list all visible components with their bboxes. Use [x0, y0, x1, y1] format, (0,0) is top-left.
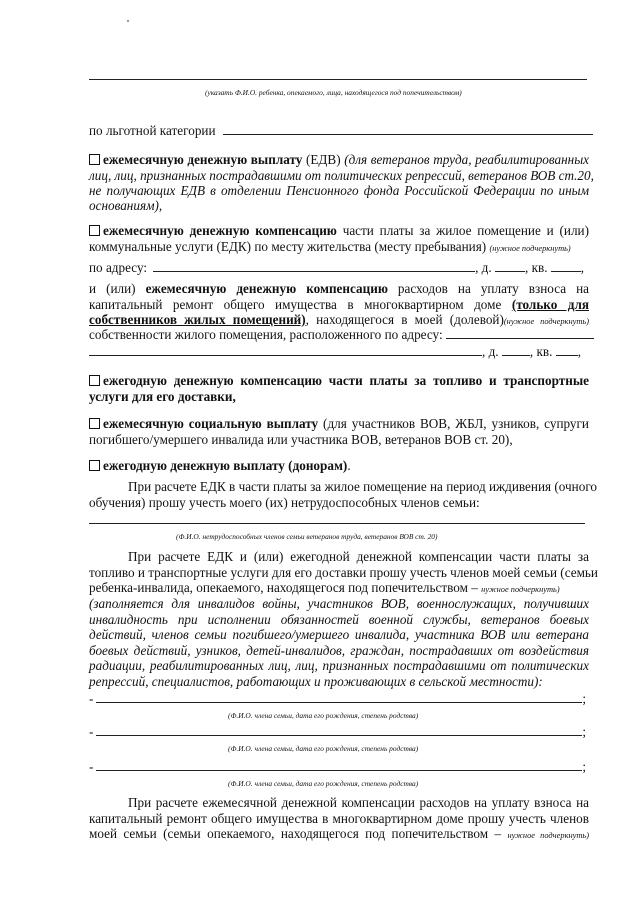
member-row: - ;	[89, 759, 587, 774]
edk-checkbox[interactable]	[89, 225, 100, 236]
member-row: - ;	[89, 724, 587, 739]
edk-line-8: , д. , кв. ,	[89, 344, 589, 360]
p2-line-6: действий, членов семьи погибшего/умершего инвалида, участника ВОВ или ветерана	[89, 627, 589, 642]
social-line-2: погибшего/умершего инвалида или участника ВОВ, ветеранов ВОВ ст. 20),	[89, 432, 513, 447]
p3-line-2: капитальный ремонт общего имущества в многоквартирном доме прошу учесть членов	[89, 811, 589, 826]
fuel-line-2: услуги для его доставки,	[89, 389, 236, 404]
edk-address-row: по адресу: , д. , кв. ,	[89, 260, 585, 275]
donor-line: ежегодную денежную выплату (донорам).	[89, 458, 589, 474]
member-input[interactable]	[96, 770, 582, 771]
edk-property-house-input[interactable]	[502, 355, 530, 356]
edk-property-flat-input[interactable]	[556, 355, 578, 356]
p1-line-2: обучения) прошу учесть моего (их) нетрудоспособных членов семьи:	[89, 495, 480, 510]
p2-line-1: При расчете ЕДК и (или) ежегодной денежной компенсации части платы за	[128, 549, 589, 564]
edv-line-2: лиц, лиц, признанных пострадавшими от политических репрессий, ветеранов ВОВ ст.20,	[89, 168, 594, 183]
p2-line-9: репрессий, специалистов, работающих и проживающих в сельской местности):	[89, 674, 543, 689]
scan-speck	[127, 20, 129, 22]
edv-line-4: основаниям),	[89, 198, 163, 213]
edk-line-5: капитальный ремонт общего имущества в многоквартирном доме (только для	[89, 297, 589, 312]
edk-line-6: собственников жилых помещений), находящегося в моей (долевой)(нужное подчеркнуть)	[89, 312, 589, 327]
edv-checkbox[interactable]	[89, 154, 100, 165]
edk-line-2: коммунальные услуги (ЕДК) по месту жительства (месту пребывания) (нужное подчеркнуть)	[89, 239, 571, 254]
member-caption: (Ф.И.О. члена семьи, дата его рождения, степень родства)	[228, 779, 419, 788]
name-caption: (указать Ф.И.О. ребенка, опекаемого, лица, находящегося под попечительством)	[205, 88, 462, 97]
edv-line-1: ежемесячную денежную выплату (ЕДВ) (для ветеранов труда, реабилитированных	[89, 152, 589, 168]
edk-flat-input[interactable]	[551, 271, 581, 272]
member-input[interactable]	[96, 702, 582, 703]
category-label: по льготной категории	[89, 123, 216, 138]
donor-checkbox[interactable]	[89, 460, 100, 471]
edk-note: (нужное подчеркнуть)	[489, 244, 571, 253]
edv-title: ежемесячную денежную выплату	[103, 152, 303, 167]
category-row	[89, 123, 589, 139]
edk-address-input[interactable]	[153, 271, 475, 272]
fuel-line-1: ежегодную денежную компенсацию части платы за топливо и транспортные	[89, 373, 589, 389]
p1-caption: (Ф.И.О. нетрудоспособных членов семьи ветеранов труда, ветеранов ВОВ ст. 20)	[176, 532, 438, 541]
edk-property-address-input[interactable]	[446, 338, 594, 339]
edk-title: ежемесячную денежную компенсацию	[103, 223, 337, 238]
p3-line-1: При расчете ежемесячной денежной компенсации расходов на уплату взноса на	[128, 795, 589, 810]
p2-line-7: боевых действий, узников, детей-инвалидов, граждан, пострадавших от воздействия	[89, 643, 589, 658]
social-line-1: ежемесячную социальную выплату (для участников ВОВ, ЖБЛ, узников, супруги	[89, 416, 589, 432]
name-line[interactable]	[89, 79, 587, 80]
edv-line-3: не получающих ЕДВ в отделении Пенсионного фонда Российской Федерации по иным	[89, 183, 589, 198]
p3-line-3: моей семьи (семьи опекаемого, находящегося под попечительством – нужное подчеркнуть)	[89, 826, 590, 841]
p2-line-3: ребенка-инвалида, опекаемого, находящегося под попечительством – нужное подчеркнуть)	[89, 580, 560, 595]
member-row: - ;	[89, 691, 587, 706]
edk-line-7: собственности жилого помещения, расположенного по адресу:	[89, 327, 589, 343]
p2-line-5: инвалидность при исполнении обязанностей военной службы, ветеранов боевых	[89, 612, 589, 627]
p1-line-1: При расчете ЕДК в части платы за жилое помещение на период иждивения (очного	[128, 479, 597, 494]
fuel-checkbox[interactable]	[89, 375, 100, 386]
p2-line-2: топливо и транспортные услуги для его доставки прошу учесть членов моей семьи (семьи	[89, 565, 598, 580]
edk-line-4: и (или) ежемесячную денежную компенсацию расходов на уплату взноса на	[89, 281, 589, 296]
member-caption: (Ф.И.О. члена семьи, дата его рождения, степень родства)	[228, 744, 419, 753]
p1-members-line[interactable]	[89, 523, 585, 524]
p2-line-8: радиации, реабилитированных лиц, лиц, признанных пострадавшими от политических	[89, 658, 589, 673]
social-checkbox[interactable]	[89, 418, 100, 429]
p2-line-4: (заполняется для инвалидов войны, участников ВОВ, военнослужащих, получивших	[89, 596, 589, 611]
edk-house-input[interactable]	[495, 271, 525, 272]
member-input[interactable]	[96, 735, 582, 736]
edk-property-address-input-2[interactable]	[89, 355, 482, 356]
member-caption: (Ф.И.О. члена семьи, дата его рождения, степень родства)	[228, 711, 419, 720]
edk-line-1: ежемесячную денежную компенсацию части платы за жилое помещение и (или)	[89, 223, 589, 239]
category-input[interactable]	[223, 134, 593, 135]
